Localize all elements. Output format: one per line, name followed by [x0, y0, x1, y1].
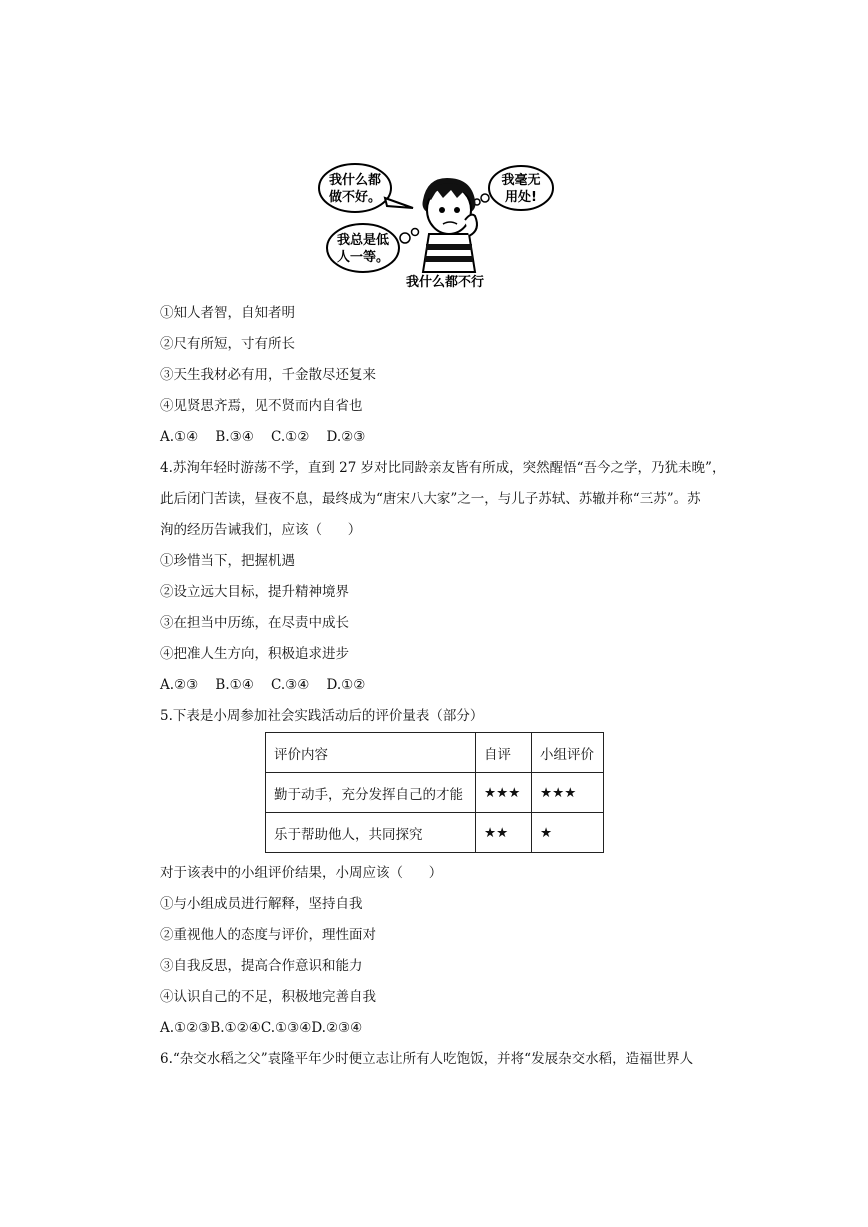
bubble-text-2a: 我毫无 [501, 173, 541, 188]
q4-answers: A.②③ B.①④ C.③④ D.①② [160, 677, 366, 693]
q4-option-1: ①珍惜当下，把握机遇 [160, 553, 295, 569]
q5-question: 对于该表中的小组评价结果，小周应该（ ） [160, 865, 443, 881]
q4-stem-3: 洵的经历告诫我们，应该（ ） [160, 522, 362, 538]
q3-option-1: ①知人者智，自知者明 [160, 305, 295, 321]
q3-answers: A.①④ B.③④ C.①② D.②③ [160, 429, 366, 445]
table-cell: ★ [532, 813, 604, 853]
bubble-text-1a: 我什么都 [328, 173, 382, 188]
table-header-cell: 评价内容 [266, 733, 476, 773]
q5-intro: 5.下表是小周参加社会实践活动后的评价量表（部分） [160, 708, 484, 724]
bubble-text-1b: 做不好。 [328, 190, 382, 205]
table-cell: 乐于帮助他人，共同探究 [266, 813, 476, 853]
bubble-text-3b: 人一等。 [336, 250, 390, 265]
table-cell: 勤于动手，充分发挥自己的才能 [266, 773, 476, 813]
q5-option-2: ②重视他人的态度与评价，理性面对 [160, 927, 376, 943]
q3-option-3: ③天生我材必有用，千金散尽还复来 [160, 367, 376, 383]
q4-option-4: ④把准人生方向，积极追求进步 [160, 646, 349, 662]
table-header-row [266, 733, 604, 773]
sad-boy-icon [423, 178, 478, 272]
q5-option-4: ④认识自己的不足，积极地完善自我 [160, 989, 376, 1005]
bubble-text-2b: 用处! [505, 190, 537, 205]
q5-option-3: ③自我反思，提高合作意识和能力 [160, 958, 363, 974]
q6-stem: 6.“杂交水稻之父”袁隆平年少时便立志让所有人吃饱饭，并将“发展杂交水稻，造福世界人 [160, 1051, 694, 1067]
evaluation-table [265, 732, 604, 853]
cartoon-illustration [315, 160, 555, 295]
q4-stem-2: 此后闭门苦读，昼夜不息，最终成为“唐宋八大家”之一，与儿子苏轼、苏辙并称“三苏”。苏 [160, 491, 701, 507]
q5-option-1: ①与小组成员进行解释，坚持自我 [160, 896, 363, 912]
cartoon-figure [315, 160, 555, 295]
q4-option-2: ②设立远大目标，提升精神境界 [160, 584, 349, 600]
q4-option-3: ③在担当中历练，在尽责中成长 [160, 615, 349, 631]
q3-option-4: ④见贤思齐焉，见不贤而内自省也 [160, 398, 363, 414]
table-row [266, 813, 604, 853]
bubble-text-3a: 我总是低 [336, 233, 390, 248]
q4-stem-1: 4.苏洵年轻时游荡不学，直到 27 岁对比同龄亲友皆有所成，突然醒悟“吾今之学，乃犹未晚”， [160, 460, 726, 476]
table-cell: ★★★ [476, 773, 532, 813]
figure-caption: 我什么都不行 [405, 275, 485, 290]
table-header-cell: 小组评价 [532, 733, 604, 773]
table-cell: ★★★ [532, 773, 604, 813]
q3-option-2: ②尺有所短，寸有所长 [160, 336, 295, 352]
q5-answers: A.①②③B.①②④C.①③④D.②③④ [160, 1020, 363, 1036]
table-header-cell: 自评 [476, 733, 532, 773]
table-row [266, 773, 604, 813]
table-cell: ★★ [476, 813, 532, 853]
